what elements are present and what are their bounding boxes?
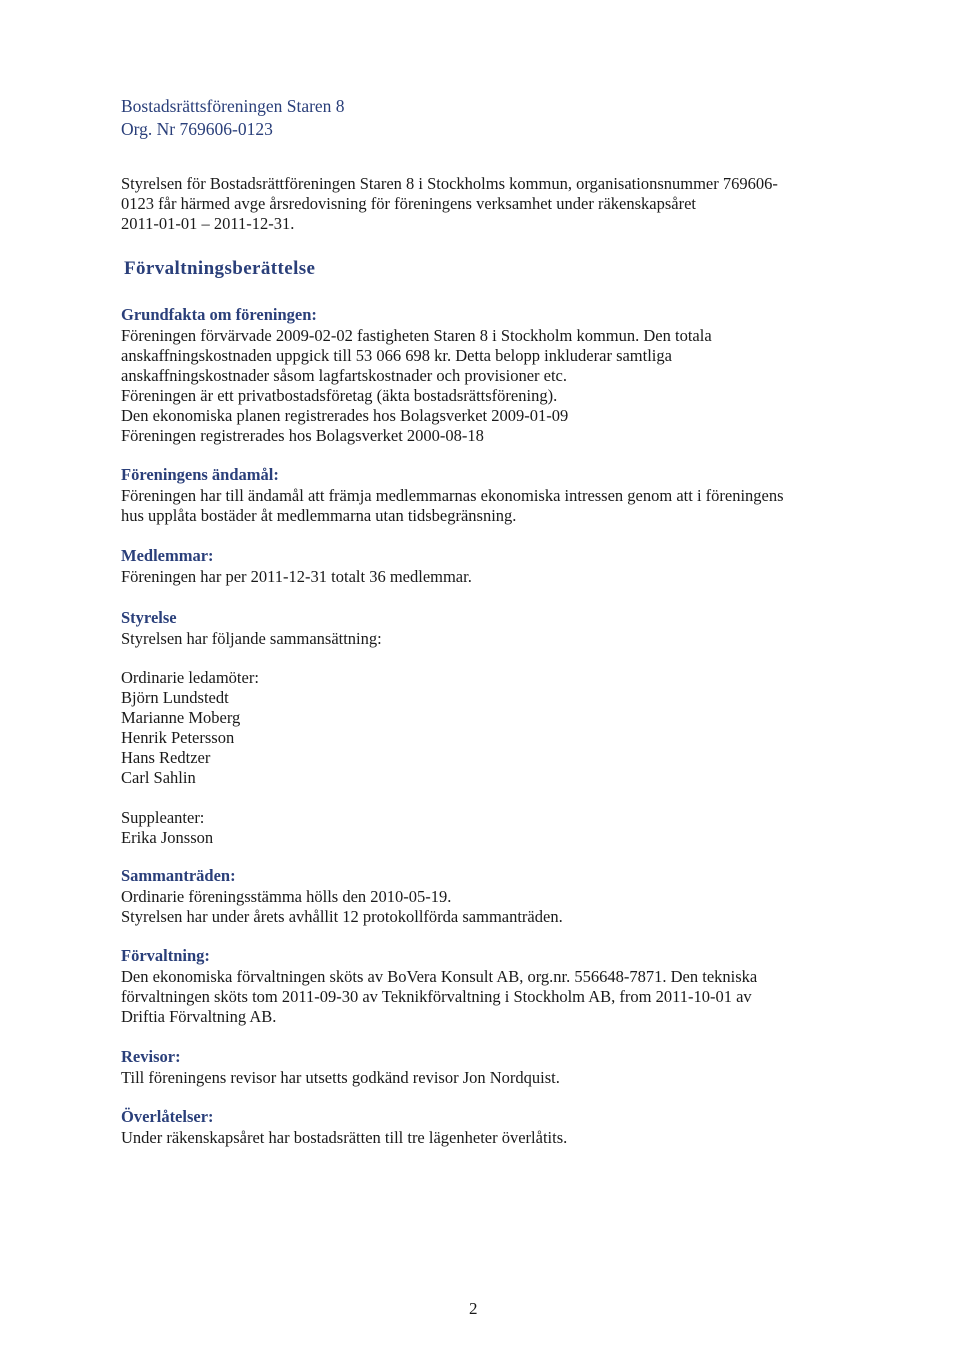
page-number: 2 xyxy=(469,1299,478,1318)
text-line: Den ekonomiska planen registrerades hos Bolagsverket 2009-01-09 xyxy=(121,406,569,425)
section-heading: Förvaltning: xyxy=(121,946,210,965)
board-member: Björn Lundstedt xyxy=(121,688,229,707)
suppleanter-label: Suppleanter: xyxy=(121,808,205,827)
intro-line: 2011-01-01 – 2011-12-31. xyxy=(121,214,295,233)
org-header xyxy=(121,95,821,141)
section-heading: Revisor: xyxy=(121,1047,181,1066)
text-line: Driftia Förvaltning AB. xyxy=(121,1007,277,1026)
text-line: hus upplåta bostäder åt medlemmarna utan tidsbegränsning. xyxy=(121,506,517,525)
text-line: Till föreningens revisor har utsetts godkänd revisor Jon Nordquist. xyxy=(121,1068,560,1087)
text-line: Föreningen förvärvade 2009-02-02 fastigheten Staren 8 i Stockholm kommun. Den totala xyxy=(121,326,712,345)
board-member: Marianne Moberg xyxy=(121,708,241,727)
deputy-members xyxy=(121,808,821,848)
section-grundfakta xyxy=(121,304,821,446)
text-line: Under räkenskapsåret har bostadsrätten till tre lägenheter överlåtits. xyxy=(121,1128,568,1147)
org-name: Bostadsrättsföreningen Staren 8 xyxy=(121,96,345,116)
text-line: Föreningen har per 2011-12-31 totalt 36 medlemmar. xyxy=(121,567,472,586)
board-member: Henrik Petersson xyxy=(121,728,235,747)
section-heading: Medlemmar: xyxy=(121,546,214,565)
section-sammantraden xyxy=(121,865,821,927)
intro-line: 0123 får härmed avge årsredovisning för föreningens verksamhet under räkenskapsåret xyxy=(121,194,696,213)
board-members xyxy=(121,668,821,788)
section-medlemmar xyxy=(121,545,821,587)
text-line: Ordinarie föreningsstämma hölls den 2010-05-19. xyxy=(121,887,452,906)
board-member: Hans Redtzer xyxy=(121,748,211,767)
section-heading: Överlåtelser: xyxy=(121,1107,214,1126)
intro-line: Styrelsen för Bostadsrättföreningen Staren 8 i Stockholms kommun, organisationsnummer 769606- xyxy=(121,174,778,193)
section-heading: Grundfakta om föreningen: xyxy=(121,305,317,324)
deputy-member: Erika Jonsson xyxy=(121,828,214,847)
text-line: Föreningen är ett privatbostadsföretag (äkta bostadsrättsförening). xyxy=(121,386,558,405)
text-line: Styrelsen har under årets avhållit 12 protokollförda sammanträden. xyxy=(121,907,563,926)
text-line: anskaffningskostnaden uppgick till 53 066 698 kr. Detta belopp inkluderar samtliga xyxy=(121,346,672,365)
section-andamal xyxy=(121,464,841,526)
intro-paragraph xyxy=(121,174,841,234)
text-line: Föreningen har till ändamål att främja medlemmarnas ekonomiska intressen genom att i föreningens xyxy=(121,486,784,505)
text-line: anskaffningskostnader såsom lagfartskostnader och provisioner etc. xyxy=(121,366,567,385)
text-line: Styrelsen har följande sammansättning: xyxy=(121,629,382,648)
org-number: Org. Nr 769606-0123 xyxy=(121,119,273,139)
ordinarie-label: Ordinarie ledamöter: xyxy=(121,668,259,687)
section-overlatelser xyxy=(121,1106,821,1148)
page-title: Förvaltningsberättelse xyxy=(124,258,316,279)
text-line: Den ekonomiska förvaltningen sköts av BoVera Konsult AB, org.nr. 556648-7871. Den tekniska xyxy=(121,967,758,986)
board-member: Carl Sahlin xyxy=(121,768,196,787)
section-styrelse xyxy=(121,607,821,649)
section-heading: Sammanträden: xyxy=(121,866,236,885)
section-forvaltning xyxy=(121,945,841,1027)
section-heading: Föreningens ändamål: xyxy=(121,465,279,484)
section-revisor xyxy=(121,1046,821,1088)
text-line: Föreningen registrerades hos Bolagsverket 2000-08-18 xyxy=(121,426,484,445)
section-heading: Styrelse xyxy=(121,608,177,627)
text-line: förvaltningen sköts tom 2011-09-30 av Teknikförvaltning i Stockholm AB, from 2011-10-01 av xyxy=(121,987,752,1006)
